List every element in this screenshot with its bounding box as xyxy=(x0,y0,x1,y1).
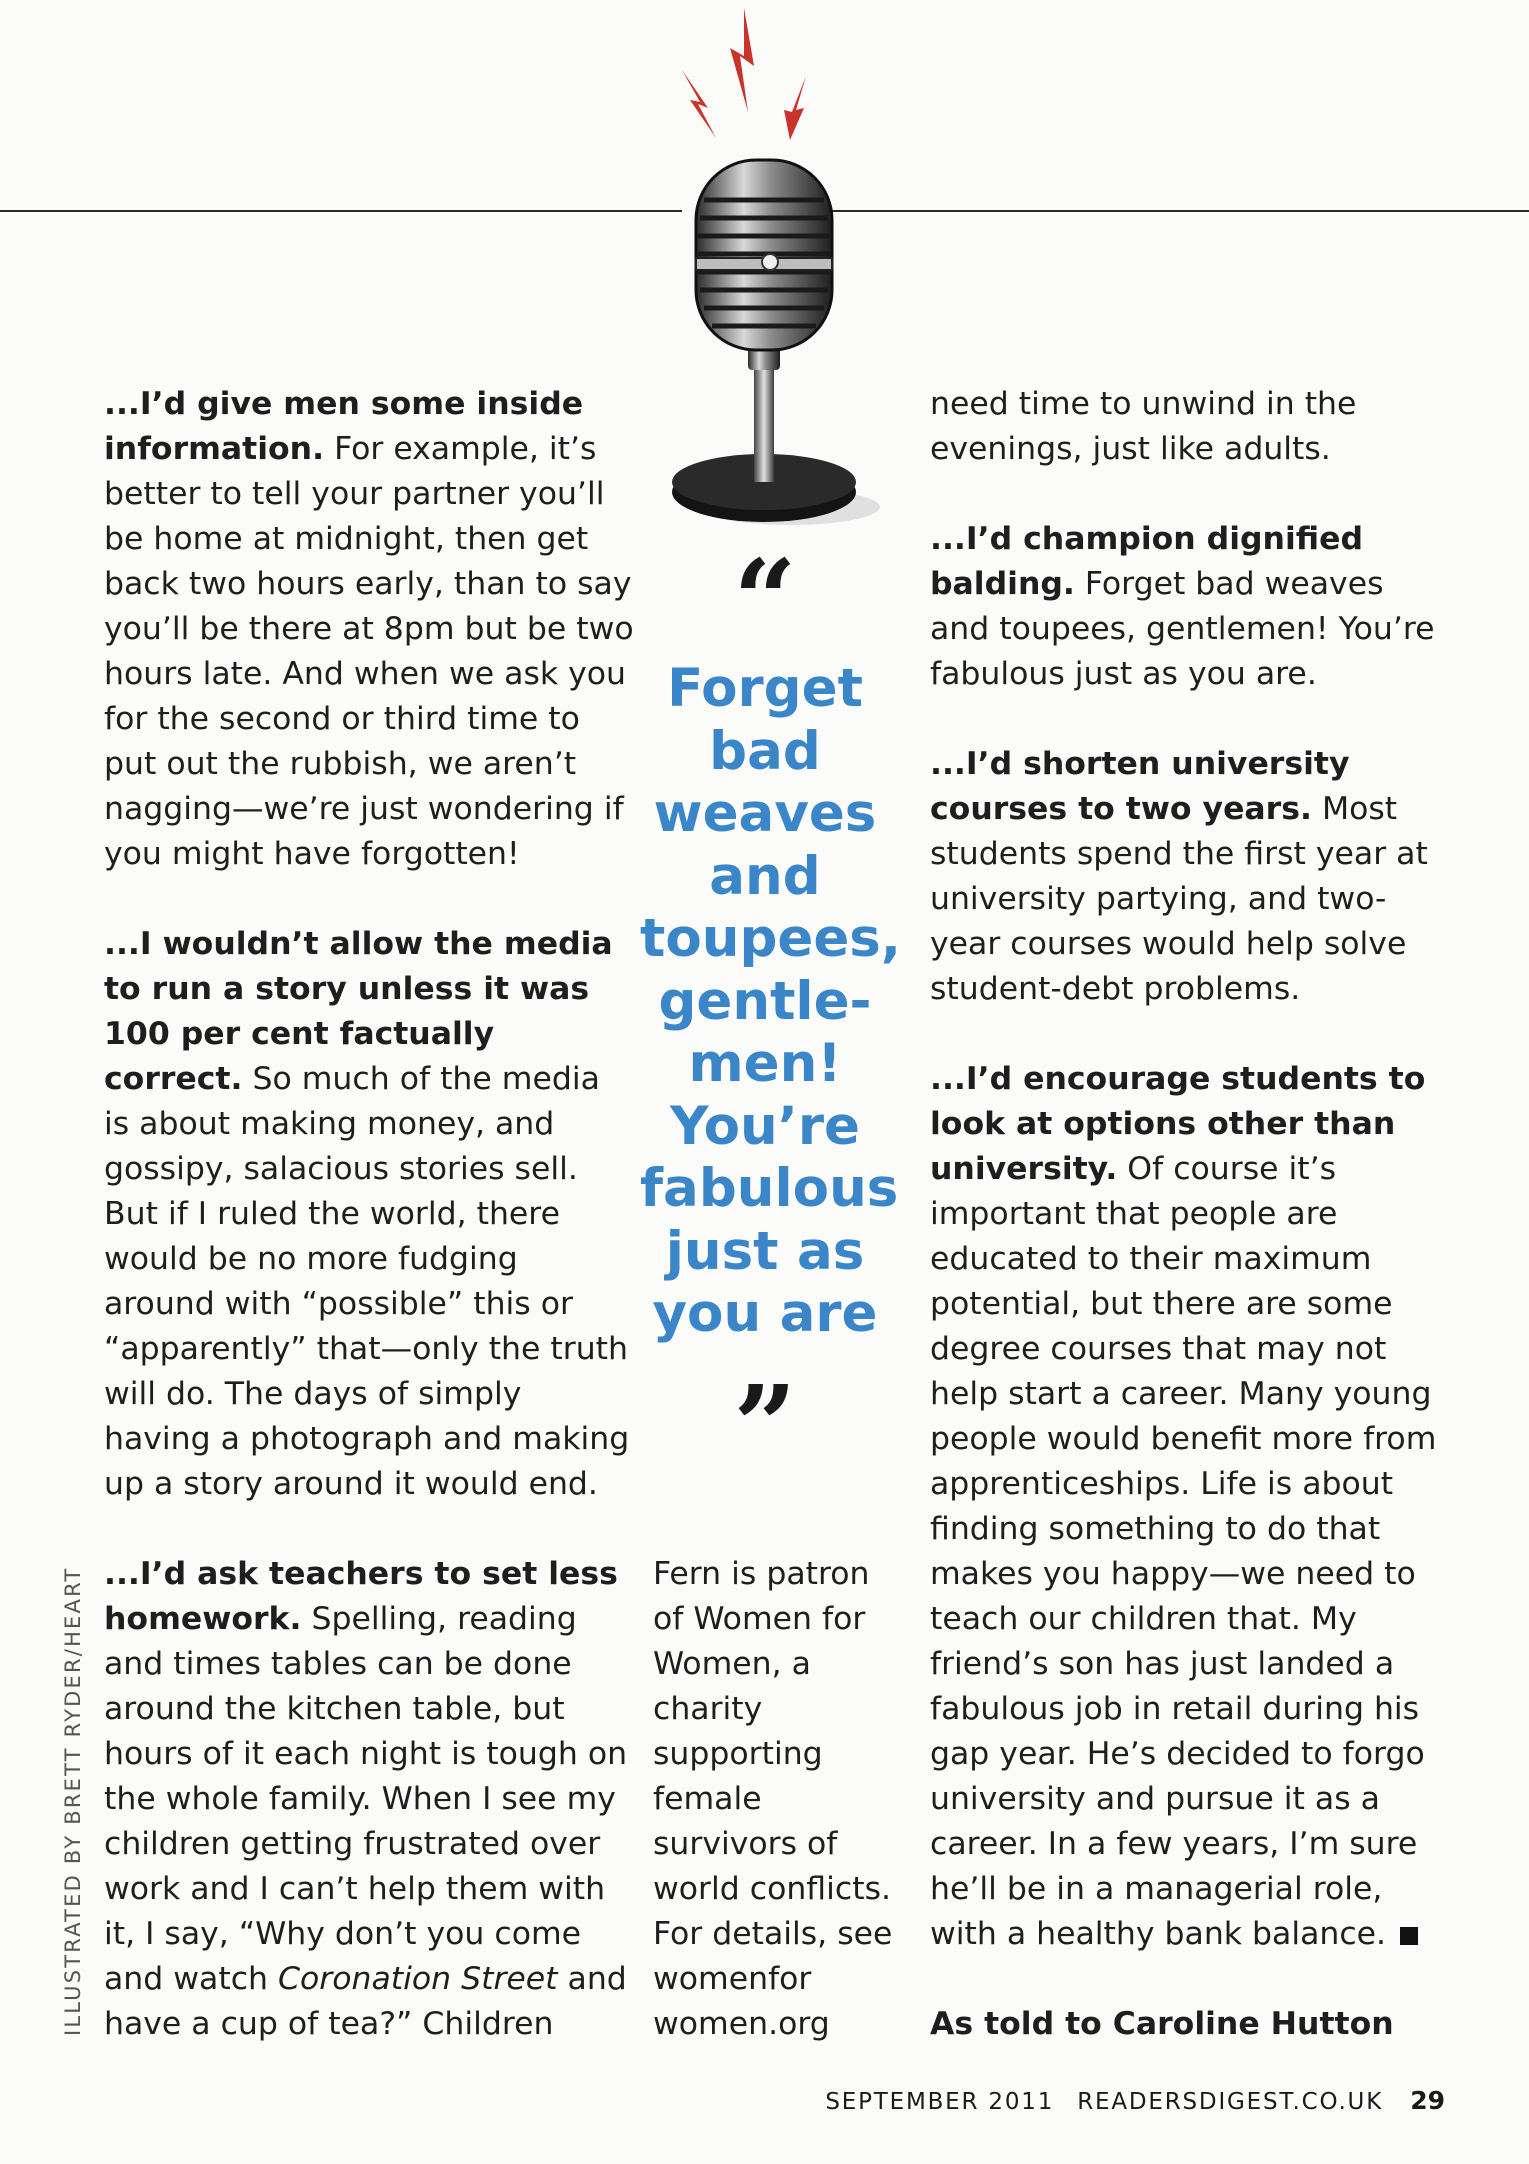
lightning-icon xyxy=(682,8,806,140)
paragraph-lead: ...I’d shorten university courses to two years. xyxy=(930,746,1350,827)
end-square-icon xyxy=(1400,1927,1418,1945)
paragraph-body: So much of the media is about making money, and gossipy, salacious stories sell. But if I ruled the world, there would be no more fudging around with “possible” this or “apparently” that—only the truth will do. The days of simply having a photograph and making up a story around it would end. xyxy=(104,1061,630,1502)
paragraph-body: Spelling, reading and times tables can be done around the kitchen table, but hours of it each night is tough on the whole family. When I see my children getting frustrated over work and I can’t help them with it, I say, “Why don’t you come and watch xyxy=(104,1601,628,1997)
footer-site: READERSDIGEST.CO.UK xyxy=(1077,2089,1384,2115)
paragraph-lead: ...I’d encourage students to look at options other than university. xyxy=(930,1061,1426,1187)
page-footer xyxy=(825,2086,1445,2115)
paragraph-balding xyxy=(930,517,1450,697)
paragraph-body: For example, it’s better to tell your partner you’ll be home at midnight, then get back two hours early, than to say you’ll be there at 8pm but be two hours late. And when we ask you for the second or third time to put out the rubbish, we aren’t nagging—we’re just wondering if you might have forgotten! xyxy=(104,431,634,872)
paragraph-options xyxy=(930,1057,1450,1957)
pull-quote xyxy=(640,535,901,1490)
tv-show-title: Coronation Street xyxy=(278,1961,558,1997)
header-rule-right xyxy=(830,210,1529,212)
byline: As told to Caroline Hutton xyxy=(930,2006,1394,2042)
open-quote-mark: “ xyxy=(733,535,797,664)
close-quote-mark: ” xyxy=(733,1360,797,1490)
paragraph-lead: ...I wouldn’t allow the media to run a story unless it was 100 per cent factually correct. xyxy=(104,926,613,1097)
footer-issue: SEPTEMBER 2011 xyxy=(825,2089,1055,2115)
microphone-illustration xyxy=(660,0,920,540)
left-column xyxy=(104,382,634,2047)
paragraph-university-courses xyxy=(930,742,1450,1012)
right-column xyxy=(930,382,1450,2047)
paragraph-continuation: need time to unwind in the evenings, just like adults. xyxy=(930,386,1357,467)
paragraph-inside-information xyxy=(104,382,634,877)
paragraph-homework xyxy=(104,1552,634,2047)
paragraph-body: Forget bad weaves and toupees, gentlemen! You’re fabulous just as you are. xyxy=(930,566,1435,692)
illustration-credit: ILLUSTRATED BY BRETT RYDER/HEART xyxy=(61,1566,85,2036)
paragraph-body: and have a cup of tea?” Children xyxy=(104,1961,627,2042)
page-number: 29 xyxy=(1410,2086,1445,2115)
paragraph-lead: ...I’d champion dignified balding. xyxy=(930,521,1364,602)
pull-quote-text: Forget bad weaves and toupees, gentle-men! You’re fabulous just as you are xyxy=(640,658,901,1344)
paragraph-body: Of course it’s important that people are educated to their maximum potential, but there are some degree courses that may not help start a career. Many young people would benefit more from apprenticeships. Life is about finding something to do that makes you happy—we need to teach our children that. My friend’s son has just landed a fabulous job in retail during his gap year. He’s decided to forgo university and pursue it as a career. In a few years, I’m sure he’ll be in a managerial role, with a healthy bank balance. xyxy=(930,1151,1437,1952)
paragraph-media xyxy=(104,922,634,1507)
paragraph-body: Most students spend the first year at university partying, and two-year courses would help solve student-debt problems. xyxy=(930,791,1428,1007)
sidebar-text: Fern is patron of Women for Women, a charity supporting female survivors of world conflicts. For details, see womenfor women.org xyxy=(653,1556,893,2042)
charity-sidebar xyxy=(653,1552,893,2047)
header-rule-left xyxy=(0,210,682,212)
paragraph-lead: ...I’d ask teachers to set less homework. xyxy=(104,1556,618,1637)
paragraph-lead: ...I’d give men some inside information. xyxy=(104,386,584,467)
